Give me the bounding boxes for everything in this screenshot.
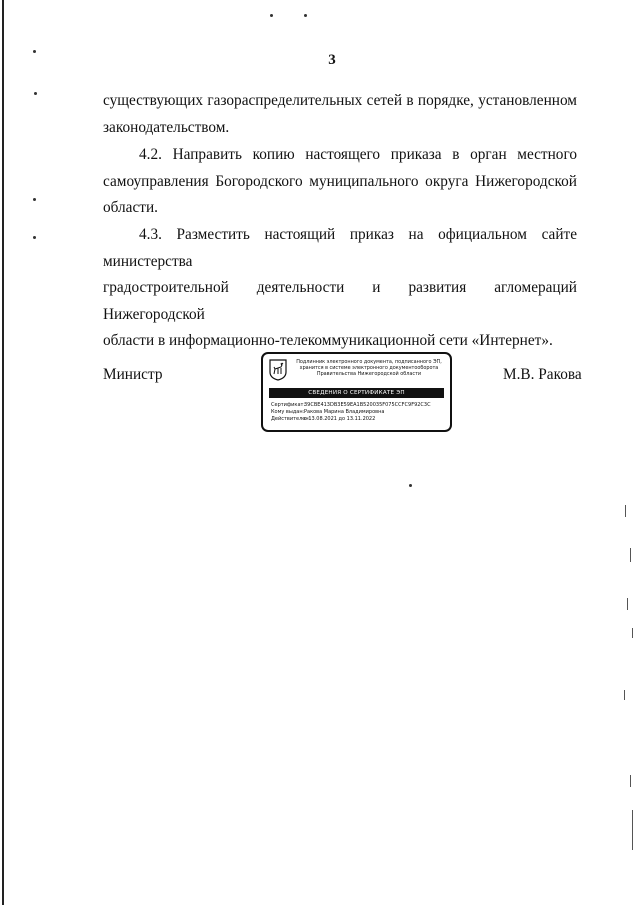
paragraph-networks	[103, 88, 577, 141]
text-line: 4.3. Разместить настоящий приказ на официальном сайте министерства	[103, 226, 577, 270]
paragraph-4-2	[103, 142, 577, 222]
stamp-label: Действителен:	[271, 416, 311, 422]
scan-mark	[625, 505, 626, 517]
scan-mark	[624, 690, 625, 700]
page-number: 3	[328, 52, 336, 68]
scan-speck	[34, 92, 37, 95]
stamp-validity-row	[271, 416, 446, 423]
text-line: законодательством.	[103, 118, 230, 136]
scan-mark	[632, 628, 633, 638]
scan-speck	[270, 14, 273, 17]
stamp-header	[290, 359, 448, 377]
text-line: самоуправления Богородского муниципального округа Нижегородской	[103, 172, 577, 190]
stamp-header-line: хранится в системе электронного документооборота	[299, 365, 439, 371]
scan-speck	[33, 198, 36, 201]
stamp-validity-value: с 13.08.2021 до 13.11.2022	[304, 416, 376, 422]
scan-mark	[630, 548, 631, 562]
scan-speck	[304, 14, 307, 17]
electronic-signature-stamp	[261, 352, 452, 432]
stamp-label: Кому выдан:	[271, 409, 305, 415]
stamp-header-line: Правительства Нижегородской области	[316, 371, 422, 377]
scan-mark	[630, 775, 631, 787]
scan-speck	[409, 484, 412, 487]
stamp-details	[271, 402, 446, 423]
text-line: области.	[103, 199, 158, 216]
scan-speck	[33, 236, 36, 239]
text-line: градостроительной деятельности и развития агломераций Нижегородской	[103, 279, 577, 323]
stamp-header-line: Подлинник электронного документа, подписанного ЭП,	[296, 359, 442, 365]
stamp-certificate-row	[271, 402, 446, 409]
paragraph-4-3	[103, 222, 577, 355]
signer-title: Министр	[103, 366, 163, 383]
signer-name: М.В. Ракова	[503, 366, 582, 383]
stamp-issued-row	[271, 409, 446, 416]
text-line: области в информационно-телекоммуникационной сети «Интернет».	[103, 332, 553, 349]
scan-mark	[627, 598, 628, 610]
scan-page-edge	[2, 0, 4, 905]
stamp-certificate-value: 39CBE413DB3E59EA1B520035F075CCFC9F92C3C	[304, 402, 431, 408]
stamp-certificate-bar: СВЕДЕНИЯ О СЕРТИФИКАТЕ ЭП	[269, 388, 444, 398]
text-line: существующих газораспределительных сетей в порядке, установленном	[103, 92, 577, 109]
text-line: 4.2. Направить копию настоящего приказа в орган местного	[139, 146, 577, 163]
scan-mark	[632, 810, 633, 850]
stamp-issued-value: Ракова Марина Владимировна	[304, 409, 385, 415]
stamp-label: Сертификат:	[271, 402, 306, 408]
deer-crest-icon	[269, 359, 287, 381]
